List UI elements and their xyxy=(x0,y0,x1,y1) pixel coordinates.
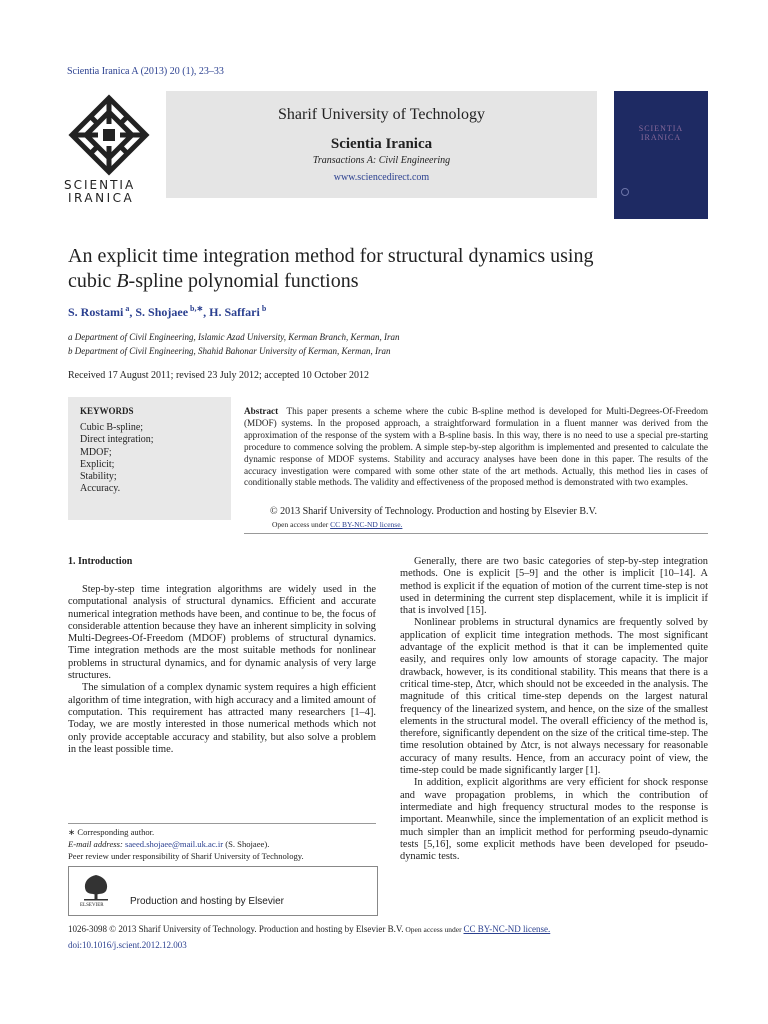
abstract xyxy=(244,406,708,489)
author-name[interactable]: S. Rostami xyxy=(68,305,124,319)
paragraph: Step-by-step time integration algorithms are widely used in the computational analysis of structural dynamics. Efficient and accurate numerical integration methods have been, and continue to be, the focus of considerable attention because they have an inherent simplicity in solving Multi-Degrees-Of-Freedom (MDOF) problems of structural dynamics. Time integration methods are the most suitable methods for nonlinear problems in structural dynamics, and for dynamic analysis of very large structures. xyxy=(68,584,376,682)
title-line2-post: -spline polynomial functions xyxy=(128,270,359,292)
cover-title-line1: SCIENTIA xyxy=(638,124,684,133)
author-name[interactable]: H. Saffari xyxy=(209,305,260,319)
author-affiliation-mark: a xyxy=(125,304,130,313)
issn-text: 1026-3098 © 2013 Sharif University of Technology. Production and hosting by Elsevier B.V. xyxy=(68,924,404,934)
journal-cover-image xyxy=(614,91,708,219)
abstract-label: Abstract xyxy=(244,406,279,416)
title-line1: An explicit time integration method for structural dynamics using xyxy=(68,245,594,267)
journal-subtitle: Transactions A: Civil Engineering xyxy=(312,155,451,166)
keyword-item: Direct integration; xyxy=(80,434,154,446)
author-list: S. Rostami $^a$, S. Shojaee $^{b,∗}$, H. Saffari $^b$ xyxy=(68,304,267,319)
paragraph: The simulation of a complex dynamic system requires a high efficient algorithm of time integration, with high accuracy and a limited amount of computation. This requirement has attracted many researchers [1–4]. Today, we are mostly interested in those numerical methods which not only provide acceptable accuracy and stability, but also solve a problem in the least possible time. xyxy=(68,682,376,755)
footnotes xyxy=(68,826,378,862)
journal-website-link[interactable]: www.sciencedirect.com xyxy=(333,172,430,183)
production-box xyxy=(68,866,378,916)
email-link[interactable]: saeed.shojaee@mail.uk.ac.ir xyxy=(124,839,224,849)
footnote-divider xyxy=(68,823,376,824)
cover-emblem-icon xyxy=(621,188,629,196)
email-suffix: (S. Shojaee). xyxy=(223,839,270,849)
affiliation: a Department of Civil Engineering, Islamic Azad University, Kerman Branch, Kerman, Iran xyxy=(68,332,400,342)
title-line2-pre: cubic xyxy=(68,270,117,292)
footnote-email xyxy=(68,838,378,850)
keywords-list xyxy=(80,422,154,496)
keywords-heading: KEYWORDS xyxy=(80,406,134,416)
issn-line xyxy=(68,924,550,934)
doi-link[interactable]: doi:10.1016/j.scient.2012.12.003 xyxy=(68,940,187,950)
keyword-item: Accuracy. xyxy=(80,483,121,495)
paragraph: Nonlinear problems in structural dynamics are frequently solved by application of explicit time integration methods. The most significant advantage of the explicit method is that it can be implemented quite easily, and requires only low amounts of storage capacity. The major drawback, however, is its conditional stability. This means that there is a critical time-step, Δtcr, which should not be exceeded in the analysis. The magnitude of this critical time-step depends on the largest natural frequency of the linearized system, and hence, on the size of the smallest elements in the structural model. The overall efficiency of the method is, therefore, significantly dependent on the size of the critical time-step. The time resolution obtained by Δtcr, is not always necessary for reasonable accuracy of many results. Hence, from an accuracy point of view, the time-step could be made significantly larger [1]. xyxy=(400,617,708,777)
title-line2-italic: B xyxy=(116,270,129,292)
left-column xyxy=(68,584,376,756)
scientia-iranica-logo xyxy=(68,94,150,176)
abstract-copyright: © 2013 Sharif University of Technology. Production and hosting by Elsevier B.V. xyxy=(270,506,597,517)
section-heading: 1. Introduction xyxy=(68,556,133,567)
keyword-item: MDOF; xyxy=(80,446,112,458)
footer-open-access-text: Open access under xyxy=(403,925,464,934)
article-dates: Received 17 August 2011; revised 23 July 2012; accepted 10 October 2012 xyxy=(68,370,369,381)
footnote-peer-review: Peer review under responsibility of Sharif University of Technology. xyxy=(68,851,304,861)
author-affiliation-mark: b,∗ xyxy=(190,304,204,313)
email-label: E-mail address: xyxy=(68,839,125,849)
abstract-open-access xyxy=(272,520,402,529)
keyword-item: Stability; xyxy=(80,471,117,483)
footnote-corresponding: ∗ Corresponding author. xyxy=(68,827,155,837)
logo-text-iranica: IRANICA xyxy=(68,191,135,205)
cover-title xyxy=(614,124,708,142)
license-link[interactable]: CC BY-NC-ND license. xyxy=(330,520,403,529)
paragraph: Generally, there are two basic categories of step-by-step integration methods. One is explicit [5–9] and the other is implicit [10–14]. A method is explicit if the equation of motion of the current time-step is not used in determining the current step displacement, while it is implicit if that is involved [15]. xyxy=(400,556,708,617)
footer-license-link[interactable]: CC BY-NC-ND license. xyxy=(463,924,551,934)
university-name: Sharif University of Technology xyxy=(278,106,485,123)
cover-title-line2: IRANICA xyxy=(640,133,682,142)
right-column xyxy=(400,556,708,863)
elsevier-tree-icon xyxy=(80,873,112,901)
affiliation: b Department of Civil Engineering, Shahid Bahonar University of Kerman, Kerman, Iran xyxy=(68,346,391,356)
logo-text-scientia: SCIENTIA xyxy=(64,178,136,192)
journal-name: Scientia Iranica xyxy=(330,136,433,152)
divider xyxy=(244,533,708,534)
author-affiliation-mark: b xyxy=(261,304,267,313)
paragraph: In addition, explicit algorithms are very efficient for shock response and wave propagation problems, in which the contribution of intermediate and high frequency structural modes to the response is important. Meanwhile, since the implementation of an explicit method is much simpler than an implicit method for performing pseudo-dynamic tests [5,16], some explicit methods have been developed for pseudo-dynamic tests. xyxy=(400,777,708,863)
keyword-item: Cubic B-spline; xyxy=(80,422,144,433)
elsevier-wordmark: ELSEVIER xyxy=(80,903,104,908)
article-title xyxy=(68,244,708,294)
author-name[interactable]: S. Shojaee xyxy=(135,305,189,319)
open-access-text: Open access under xyxy=(272,520,331,529)
citation: Scientia Iranica A (2013) 20 (1), 23–33 xyxy=(67,66,224,77)
abstract-text: This paper presents a scheme where the cubic B-spline method is developed for Multi-Degrees-Of-Freedom (MDOF) systems. In the proposed approach, a straightforward formulation in a fluent manner was derived from the approximation of the response of the system with a B-spline basis. In this way, there is no need to use a special pre-starting procedure to commence solving the problem. A simple step-by-step algorithm is implemented and presented to calculate the dynamic response of MDOF systems. Stability and accuracy analyses have been done in this paper. The results of the accuracy investigation were compared with some other state of the art methods. Actually, this method lies in cases of conditionally stable methods. The validity and effectiveness of the proposed method is demonstrated with two examples. xyxy=(244,406,709,488)
production-text: Production and hosting by Elsevier xyxy=(130,896,284,907)
keyword-item: Explicit; xyxy=(80,458,115,470)
